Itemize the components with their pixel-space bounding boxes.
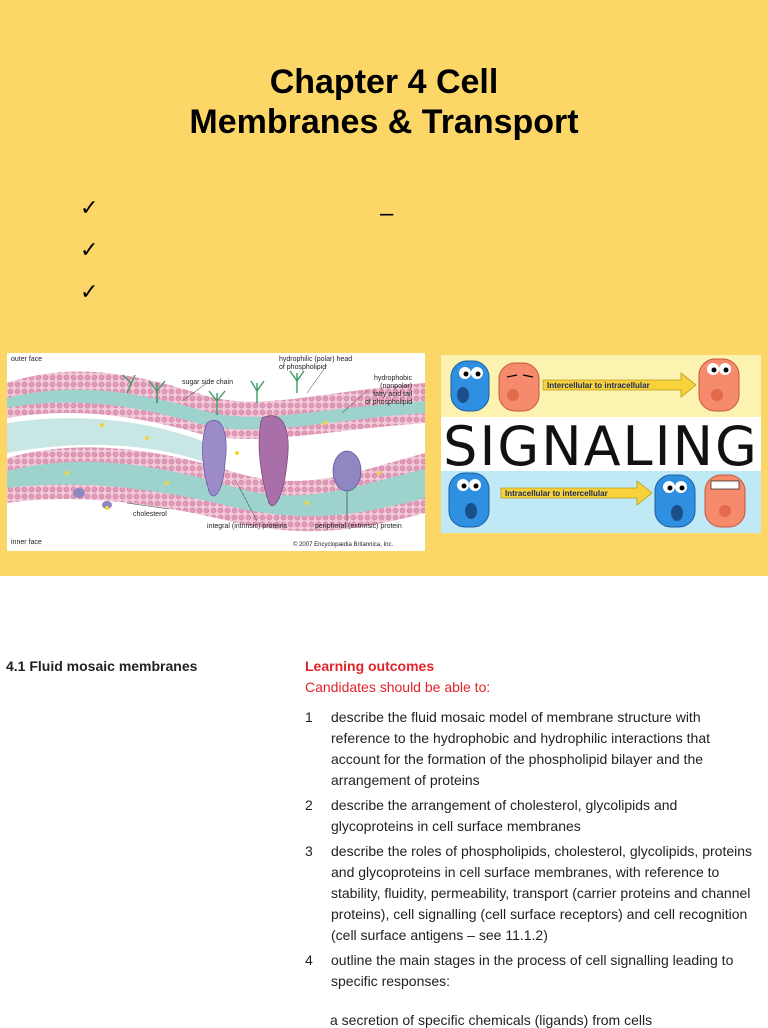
- outcome-item: [305, 950, 760, 992]
- learning-outcomes-list: [305, 707, 760, 996]
- signaling-word: SIGNALING: [443, 415, 759, 478]
- label-integral-proteins: integral (intrinsic) proteins: [207, 523, 288, 530]
- membrane-diagram: [7, 353, 425, 551]
- label-peripheral-protein: peripheral (extrinsic) protein: [315, 523, 402, 530]
- label-hydrophilic-head: hydrophilic (polar) head of phospholipid: [279, 356, 353, 371]
- outcome-number: 3: [305, 843, 313, 859]
- outcome-text: describe the arrangement of cholesterol, glycolipids and glycoproteins in cell surface membranes: [331, 797, 678, 834]
- bullet-dash: –: [380, 200, 394, 227]
- signaling-illustration: [441, 355, 761, 533]
- label-outer-face: outer face: [11, 356, 43, 363]
- outcome-item: [305, 841, 760, 946]
- bottom-arrow-label: Intracellular to intercellular: [505, 489, 608, 498]
- outcome-text: describe the fluid mosaic model of membrane structure with reference to the hydrophobic and hydrophilic interactions that account for the formation of the phospholipid bilayer and the arrangement of proteins: [331, 709, 711, 788]
- checkmark-icon: ✓: [80, 280, 99, 305]
- label-hydrophobic-tail: hydrophobic (nonpolar) fatty acid tail of phospholipid: [365, 375, 413, 406]
- checkmark-icon: ✓: [80, 196, 99, 221]
- outcome-item: [305, 707, 760, 791]
- label-cholesterol: cholesterol: [133, 511, 167, 518]
- outcome-item: [305, 795, 760, 837]
- outcome-text: describe the roles of phospholipids, cholesterol, glycolipids, proteins and glycoproteins in cell surface membranes, with reference to stability, fluidity, permeability, transport (carrier proteins and channel proteins), cell signalling (cell surface receptors) and cell recognition (cell surface antigens – see 11.1.2): [331, 843, 753, 943]
- label-sugar-side-chain: sugar side chain: [182, 379, 233, 386]
- learning-outcomes-subtitle: Candidates should be able to:: [305, 679, 491, 695]
- title-line-1: Chapter 4 Cell: [269, 63, 499, 101]
- checkmark-icon: ✓: [80, 238, 99, 263]
- outcome-number: 2: [305, 797, 313, 813]
- outcome-number: 4: [305, 952, 313, 968]
- label-inner-face: inner face: [11, 539, 42, 546]
- figure-copyright: © 2007 Encyclopædia Britannica, Inc.: [293, 542, 394, 548]
- outcome-sub-item: a secretion of specific chemicals (ligands) from cells: [330, 1012, 653, 1028]
- learning-outcomes-title: Learning outcomes: [305, 658, 435, 674]
- outcome-number: 1: [305, 709, 313, 725]
- top-arrow-label: Intercellular to intracellular: [547, 381, 650, 390]
- outcome-text: outline the main stages in the process of cell signalling leading to specific responses:: [331, 952, 734, 989]
- section-heading: 4.1 Fluid mosaic membranes: [6, 658, 198, 674]
- title-line-2: Membranes & Transport: [189, 103, 579, 141]
- slide-title: [0, 62, 768, 142]
